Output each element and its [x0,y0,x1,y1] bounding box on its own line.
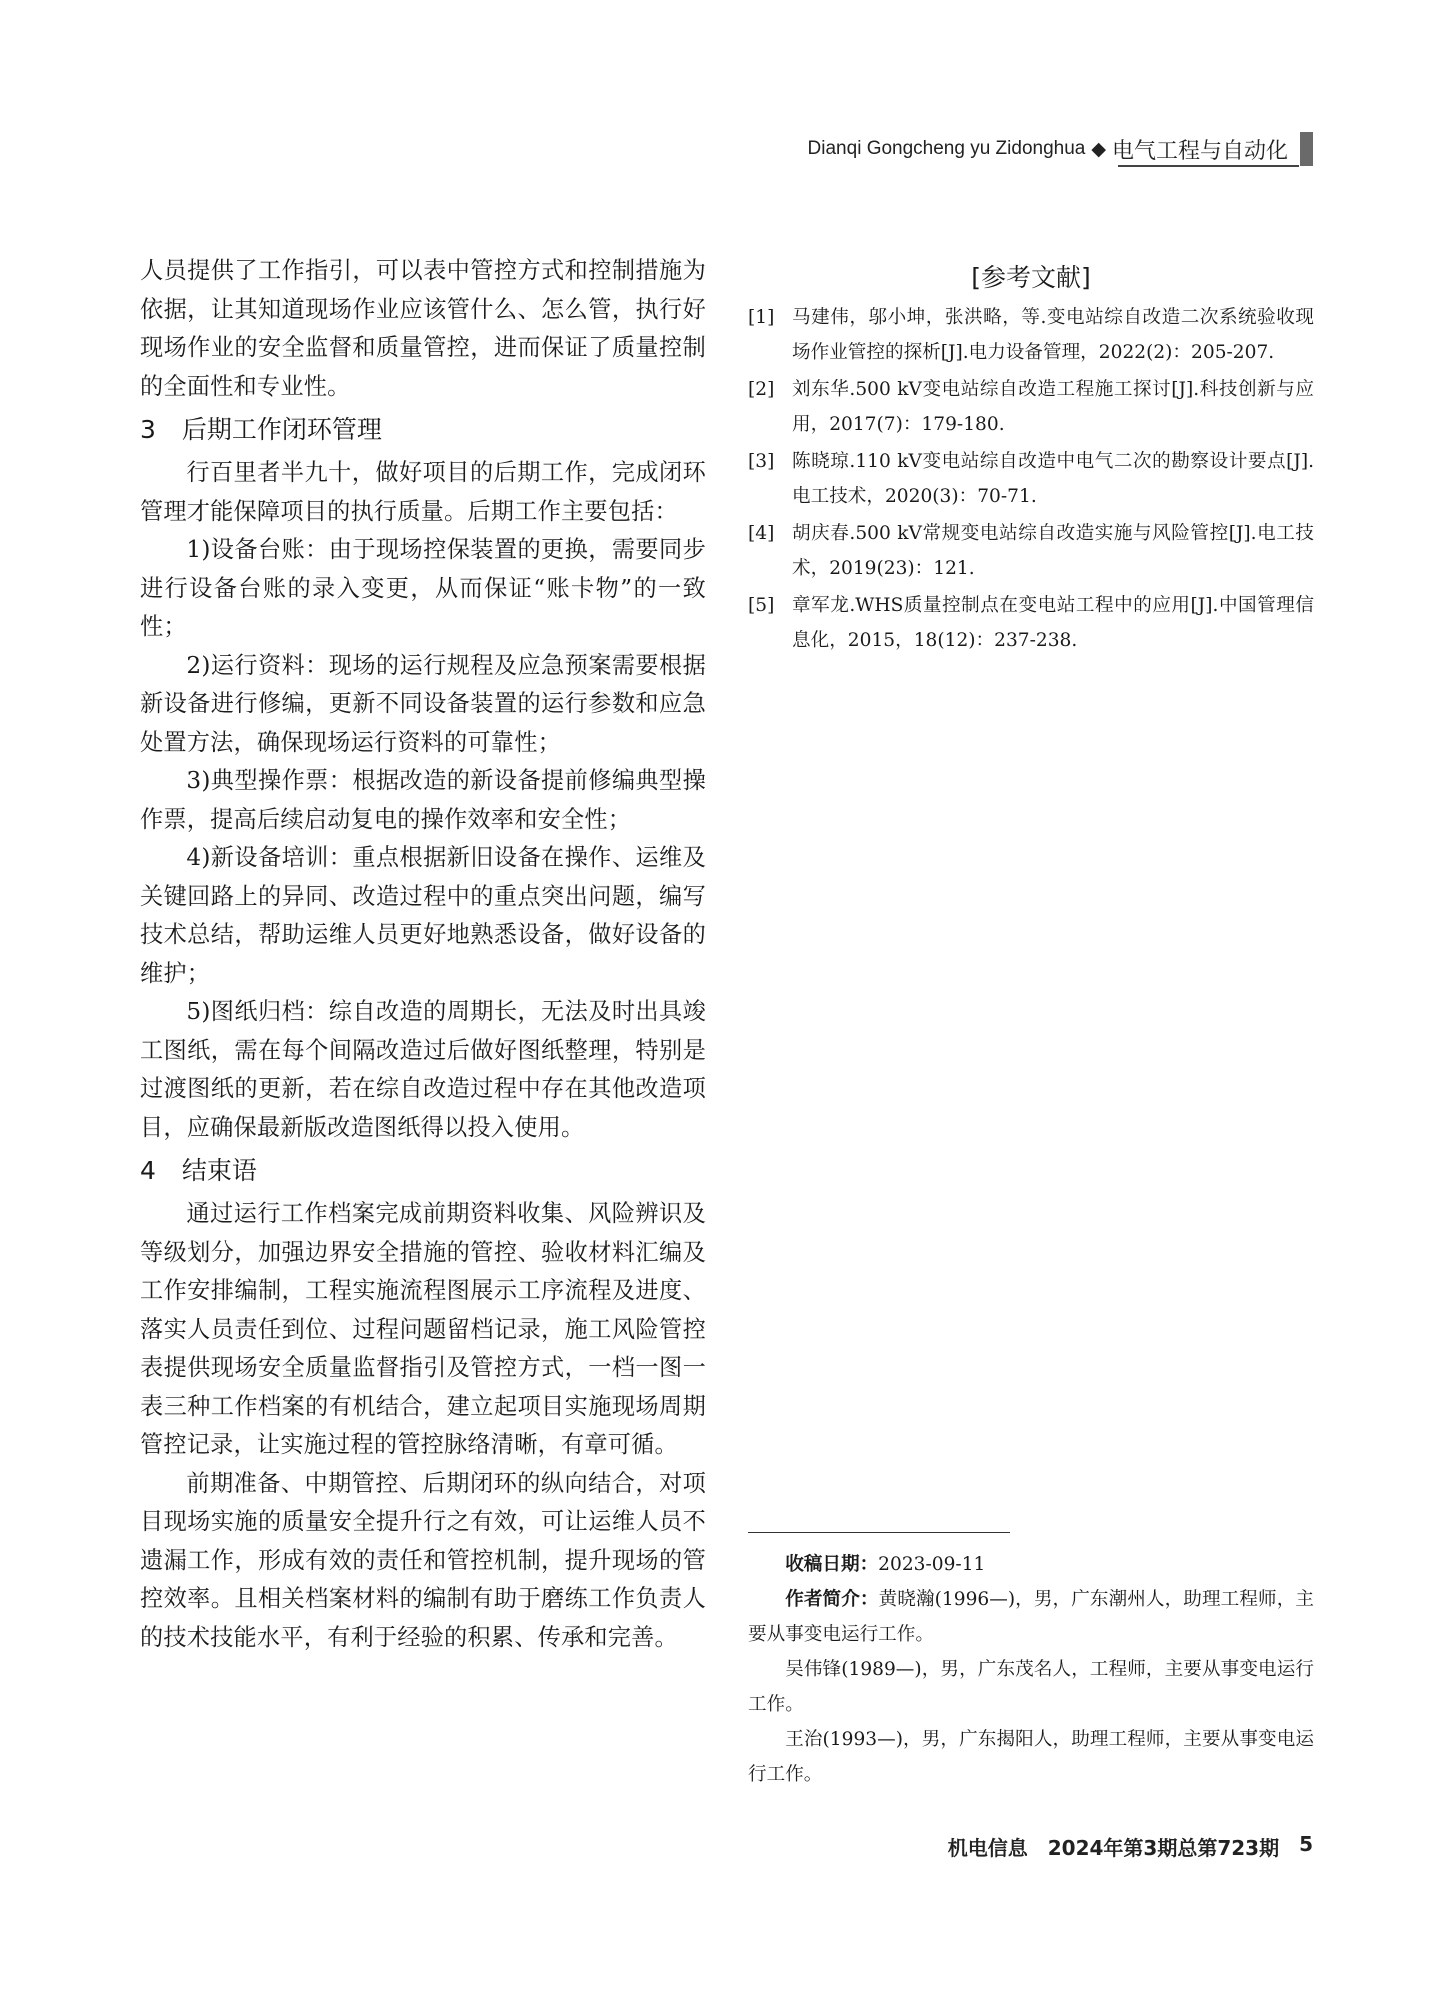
reference-text: 胡庆春.500 kV常规变电站综自改造实施与风险管控[J].电工技术，2019(23)：121. [792,523,1314,579]
footnote-rule [748,1532,1010,1533]
paragraph: 行百里者半九十，做好项目的后期工作，完成闭环管理才能保障项目的执行质量。后期工作主要包括： [140,459,706,525]
journal-name-cn: 电气工程与自动化 [1111,137,1288,163]
page-footer [948,1832,1313,1861]
left-column [140,252,706,1657]
paragraph: 通过运行工作档案完成前期资料收集、风险辨识及等级划分，加强边界安全措施的管控、验收材料汇编及工作安排编制，工程实施流程图展示工序流程及进度、落实人员责任到位、过程问题留档记录，施工风险管控表提供现场安全质量监督指引及管控方式，一档一图一表三种工作档案的有机结合，建立起项目实施现场周期管控记录，让实施过程的管控脉络清晰，有章可循。 [140,1200,706,1458]
received-value: 2023-09-11 [878,1554,986,1575]
reference-number: [1] [748,307,775,328]
reference-number: [3] [748,451,775,472]
page-number: 5 [1299,1832,1313,1856]
section-title: 结束语 [181,1156,257,1185]
journal-name-en: Dianqi Gongcheng yu Zidonghua [807,138,1086,159]
reference-item [748,588,1314,658]
footnote [748,1532,1314,1792]
running-head [808,131,1313,167]
header-rule [1118,165,1299,167]
references-title: [参考文献] [971,263,1091,292]
reference-item [748,444,1314,514]
author-bio: 王治(1993—)，男，广东揭阳人，助理工程师，主要从事变电运行工作。 [748,1729,1314,1785]
section-heading-3 [140,410,706,450]
list-item: 3)典型操作票：根据改造的新设备提前修编典型操作票，提高后续启动复电的操作效率和安全性； [140,767,706,833]
reference-text: 章军龙.WHS质量控制点在变电站工程中的应用[J].中国管理信息化，2015，18(12)：237-238. [792,595,1314,651]
author-bio: 吴伟锋(1989—)，男，广东茂名人，工程师，主要从事变电运行工作。 [748,1659,1314,1715]
received-label: 收稿日期： [785,1554,879,1575]
section-number: 4 [140,1156,156,1185]
footer-issue: 2024年第3期总第723期 [1047,1836,1280,1860]
paragraph: 人员提供了工作指引，可以表中管控方式和控制措施为依据，让其知道现场作业应该管什么、怎么管，执行好现场作业的安全监督和质量管控，进而保证了质量控制的全面性和专业性。 [140,257,706,400]
author-label: 作者简介： [785,1589,879,1610]
reference-item [748,372,1314,442]
author-info [748,1582,1314,1652]
right-column [748,252,1314,660]
reference-number: [2] [748,379,775,400]
list-item: 4)新设备培训：重点根据新旧设备在操作、运维及关键回路上的异同、改造过程中的重点突出问题，编写技术总结，帮助运维人员更好地熟悉设备，做好设备的维护； [140,844,706,987]
reference-text: 刘东华.500 kV变电站综自改造工程施工探讨[J].科技创新与应用，2017(7)：179-180. [792,379,1314,435]
reference-number: [5] [748,595,775,616]
reference-number: [4] [748,523,775,544]
reference-item [748,300,1314,370]
received-date [748,1547,1314,1582]
reference-text: 马建伟，邬小坤，张洪略，等.变电站综自改造二次系统验收现场作业管控的探析[J].电力设备管理，2022(2)：205-207. [792,307,1314,363]
reference-text: 陈晓琼.110 kV变电站综自改造中电气二次的勘察设计要点[J].电工技术，2020(3)：70-71. [792,451,1314,507]
header-bar [1300,132,1313,166]
list-item: 5)图纸归档：综自改造的周期长，无法及时出具竣工图纸，需在每个间隔改造过后做好图纸整理，特别是过渡图纸的更新，若在综自改造过程中存在其他改造项目，应确保最新版改造图纸得以投入使用。 [140,998,706,1141]
footer-journal: 机电信息 [947,1836,1028,1860]
author-bio: 黄晓瀚(1996—)，男，广东潮州人，助理工程师，主要从事变电运行工作。 [748,1589,1314,1645]
diamond-icon: ◆ [1091,138,1106,160]
section-heading-4 [140,1151,706,1191]
list-item: 1)设备台账：由于现场控保装置的更换，需要同步进行设备台账的录入变更，从而保证“账卡物”的一致性； [140,536,706,640]
paragraph: 前期准备、中期管控、后期闭环的纵向结合，对项目现场实施的质量安全提升行之有效，可让运维人员不遗漏工作，形成有效的责任和管控机制，提升现场的管控效率。且相关档案材料的编制有助于磨练工作负责人的技术技能水平，有利于经验的积累、传承和完善。 [140,1469,706,1651]
section-title: 后期工作闭环管理 [181,415,382,444]
reference-item [748,516,1314,586]
list-item: 2)运行资料：现场的运行规程及应急预案需要根据新设备进行修编，更新不同设备装置的运行参数和应急处置方法，确保现场运行资料的可靠性； [140,651,706,756]
section-number: 3 [140,415,156,444]
